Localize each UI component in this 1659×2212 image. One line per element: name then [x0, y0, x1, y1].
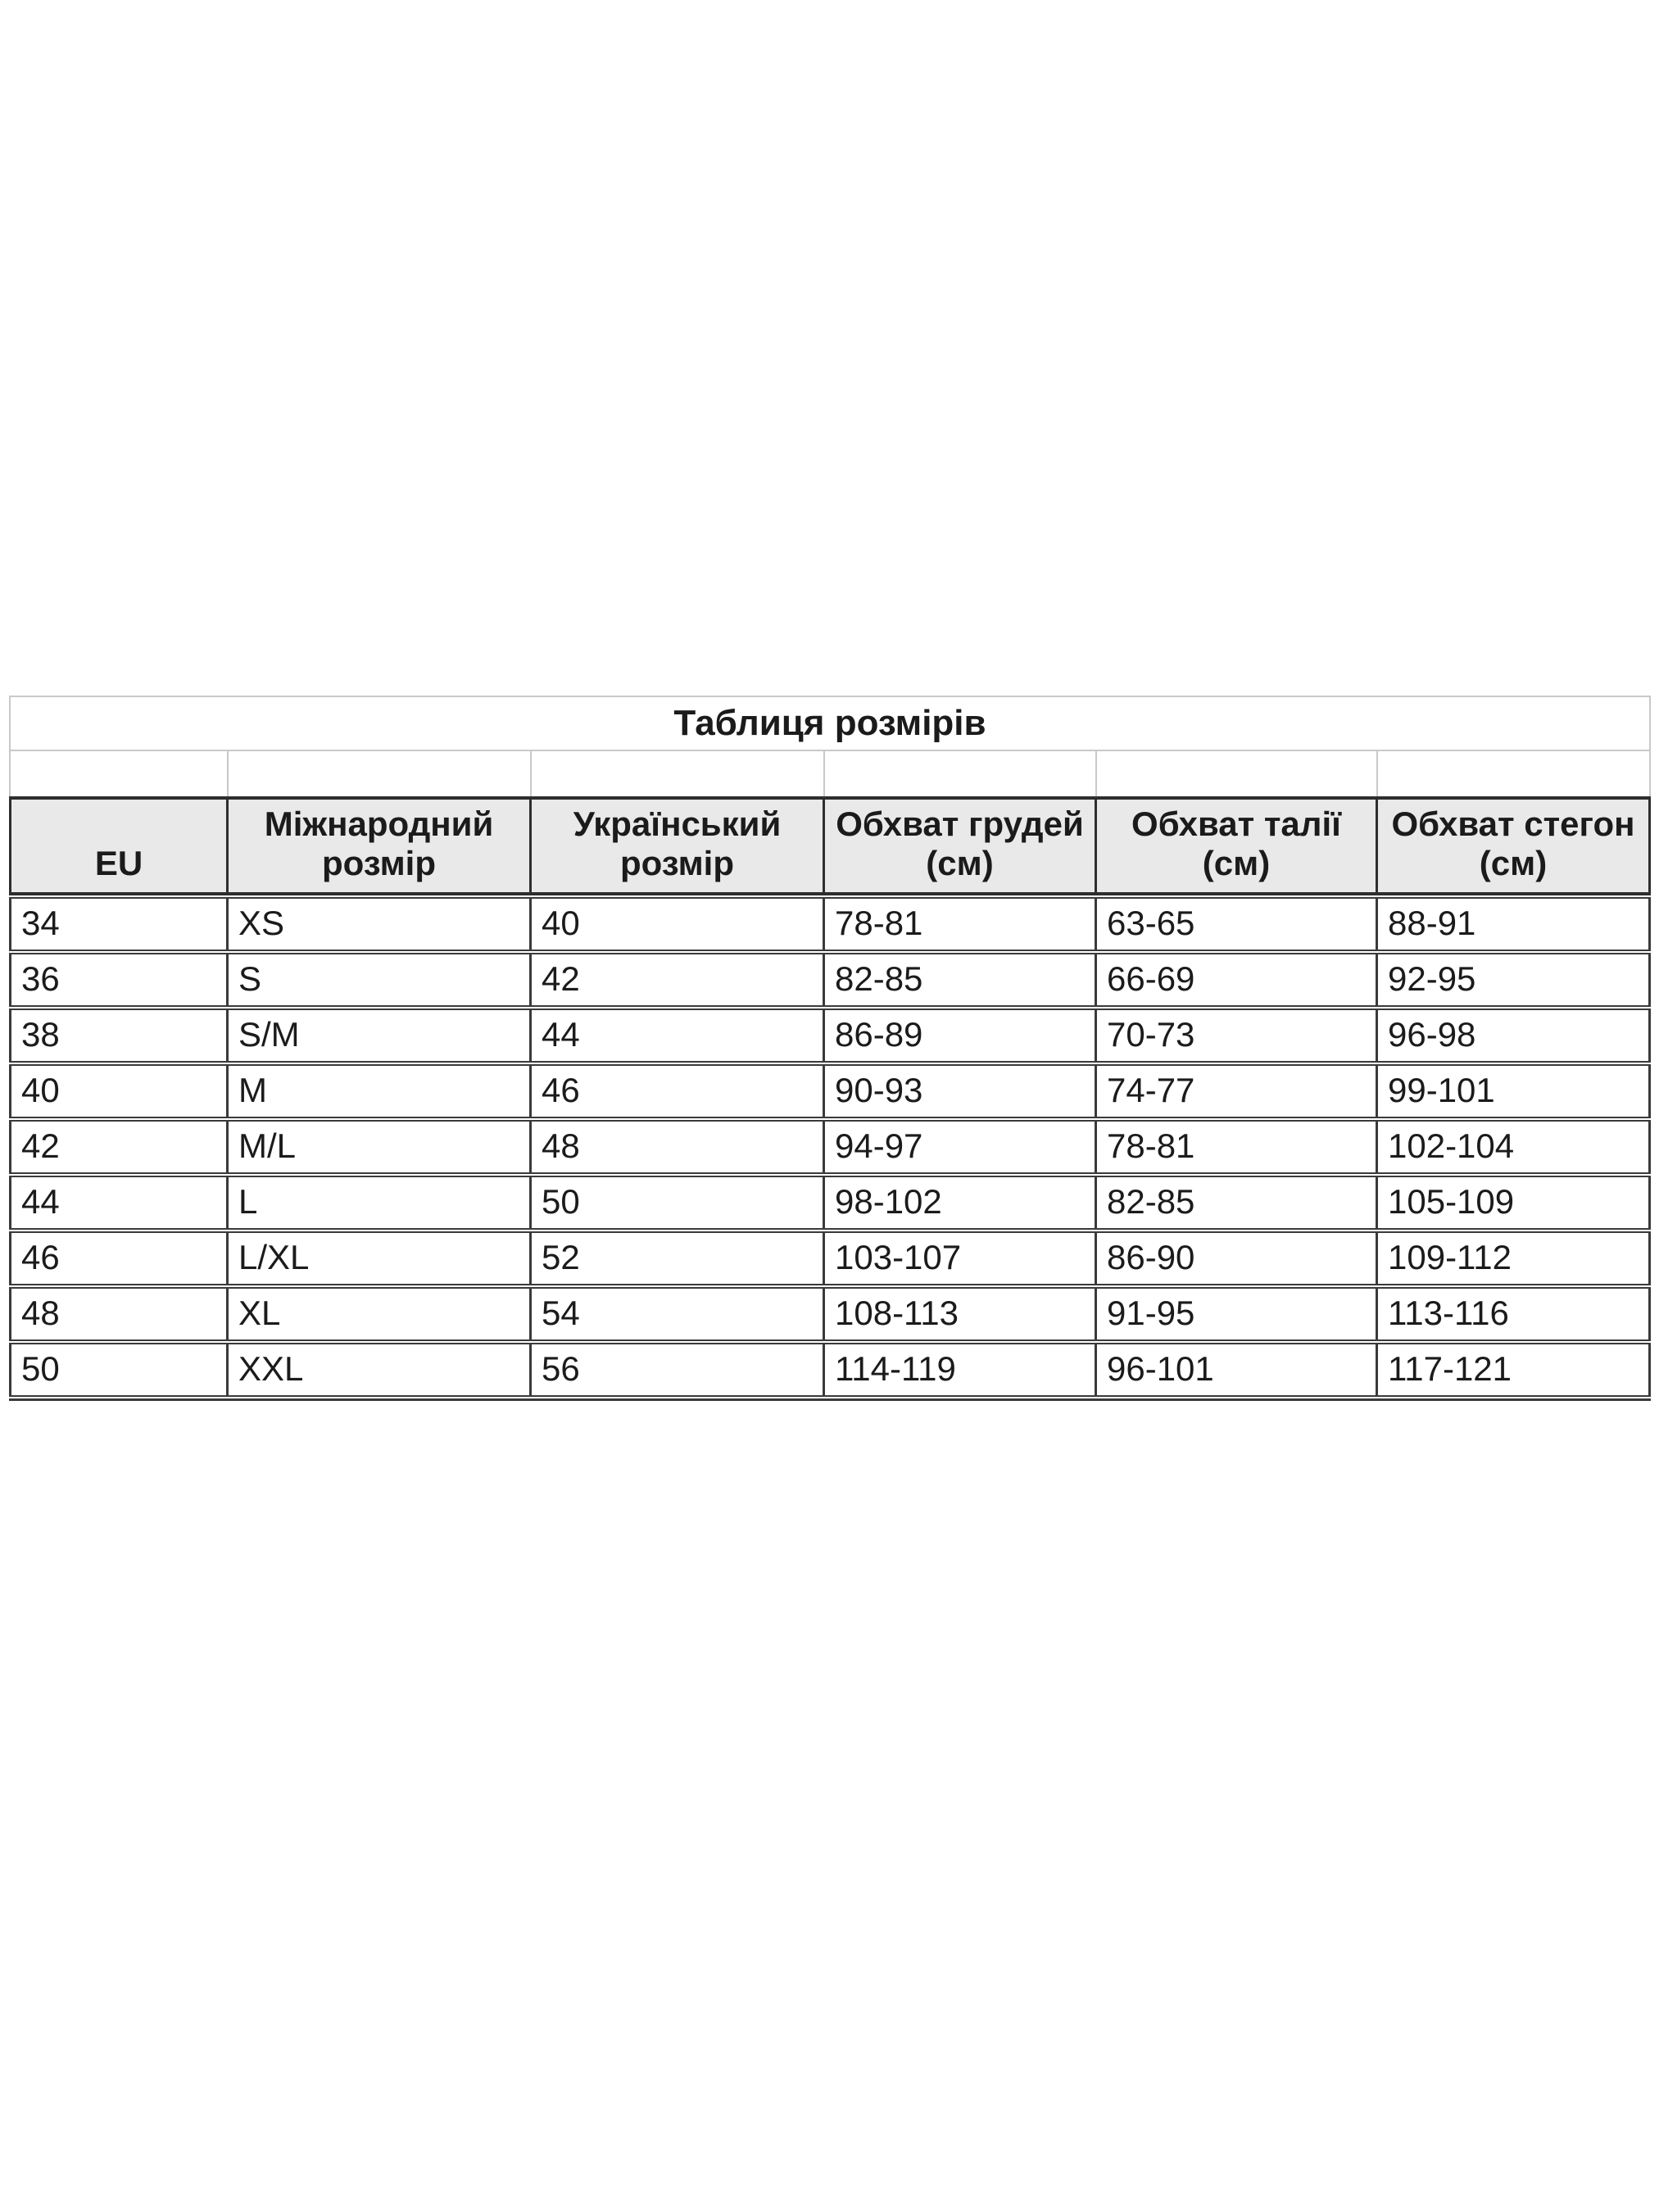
table-cell: 34 [11, 899, 229, 950]
table-title-row [9, 696, 1651, 751]
table-cell: 113-116 [1378, 1289, 1651, 1339]
table-cell: 114-119 [825, 1344, 1097, 1395]
table-cell: 44 [11, 1177, 229, 1228]
table-cell: 102-104 [1378, 1122, 1651, 1172]
table-row [9, 1176, 1651, 1230]
table-cell: 98-102 [825, 1177, 1097, 1228]
table-cell: 103-107 [825, 1233, 1097, 1284]
spacer-cell [1378, 751, 1651, 796]
table-cell: 52 [532, 1233, 825, 1284]
header-cell-eu: EU [11, 800, 229, 892]
table-cell: 40 [11, 1066, 229, 1117]
size-table [9, 696, 1651, 1401]
table-row [9, 1343, 1651, 1397]
spacer-cell [229, 751, 532, 796]
table-cell: 92-95 [1378, 954, 1651, 1005]
table-cell: 54 [532, 1289, 825, 1339]
table-cell: 42 [11, 1122, 229, 1172]
header-cell-hips: Обхват стегон (см) [1378, 800, 1651, 892]
table-row [9, 1064, 1651, 1118]
table-cell: 63-65 [1097, 899, 1378, 950]
spacer-cell [532, 751, 825, 796]
table-cell: 46 [11, 1233, 229, 1284]
table-cell: 48 [532, 1122, 825, 1172]
table-cell: 105-109 [1378, 1177, 1651, 1228]
table-cell: 38 [11, 1010, 229, 1061]
table-cell: 36 [11, 954, 229, 1005]
header-cell-ukrainian-size: Український розмір [532, 800, 825, 892]
table-cell: M/L [229, 1122, 532, 1172]
table-cell: 70-73 [1097, 1010, 1378, 1061]
table-row [9, 1231, 1651, 1285]
table-cell: 78-81 [1097, 1122, 1378, 1172]
table-cell: L [229, 1177, 532, 1228]
table-cell: 50 [11, 1344, 229, 1395]
header-cell-chest: Обхват грудей (см) [825, 800, 1097, 892]
header-row [9, 796, 1651, 895]
table-cell: 96-101 [1097, 1344, 1378, 1395]
table-row [9, 1009, 1651, 1063]
table-cell: S/M [229, 1010, 532, 1061]
table-cell: XXL [229, 1344, 532, 1395]
table-cell: 78-81 [825, 899, 1097, 950]
table-cell: XS [229, 899, 532, 950]
table-cell: 50 [532, 1177, 825, 1228]
table-cell: L/XL [229, 1233, 532, 1284]
spacer-row [9, 751, 1651, 796]
table-cell: 44 [532, 1010, 825, 1061]
table-cell: 86-89 [825, 1010, 1097, 1061]
table-row [9, 1120, 1651, 1174]
table-cell: 109-112 [1378, 1233, 1651, 1284]
spacer-cell [11, 751, 229, 796]
table-cell: 82-85 [825, 954, 1097, 1005]
table-cell: 117-121 [1378, 1344, 1651, 1395]
table-cell: 90-93 [825, 1066, 1097, 1117]
spacer-cell [1097, 751, 1378, 796]
table-cell: 74-77 [1097, 1066, 1378, 1117]
table-cell: S [229, 954, 532, 1005]
table-cell: 46 [532, 1066, 825, 1117]
table-cell: 86-90 [1097, 1233, 1378, 1284]
table-row [9, 1287, 1651, 1341]
spacer-cell [825, 751, 1097, 796]
table-cell: M [229, 1066, 532, 1117]
table-cell: 56 [532, 1344, 825, 1395]
table-cell: 108-113 [825, 1289, 1097, 1339]
table-cell: 88-91 [1378, 899, 1651, 950]
table-cell: 94-97 [825, 1122, 1097, 1172]
table-cell: 91-95 [1097, 1289, 1378, 1339]
table-cell: 66-69 [1097, 954, 1378, 1005]
table-title: Таблиця розмірів [673, 703, 986, 743]
table-row [9, 897, 1651, 951]
table-cell: 40 [532, 899, 825, 950]
header-cell-international-size: Міжнародний розмір [229, 800, 532, 892]
table-cell: 82-85 [1097, 1177, 1378, 1228]
table-cell: 42 [532, 954, 825, 1005]
table-cell: XL [229, 1289, 532, 1339]
table-cell: 48 [11, 1289, 229, 1339]
table-cell: 96-98 [1378, 1010, 1651, 1061]
header-cell-waist: Обхват талії (см) [1097, 800, 1378, 892]
table-cell: 99-101 [1378, 1066, 1651, 1117]
table-row [9, 953, 1651, 1007]
